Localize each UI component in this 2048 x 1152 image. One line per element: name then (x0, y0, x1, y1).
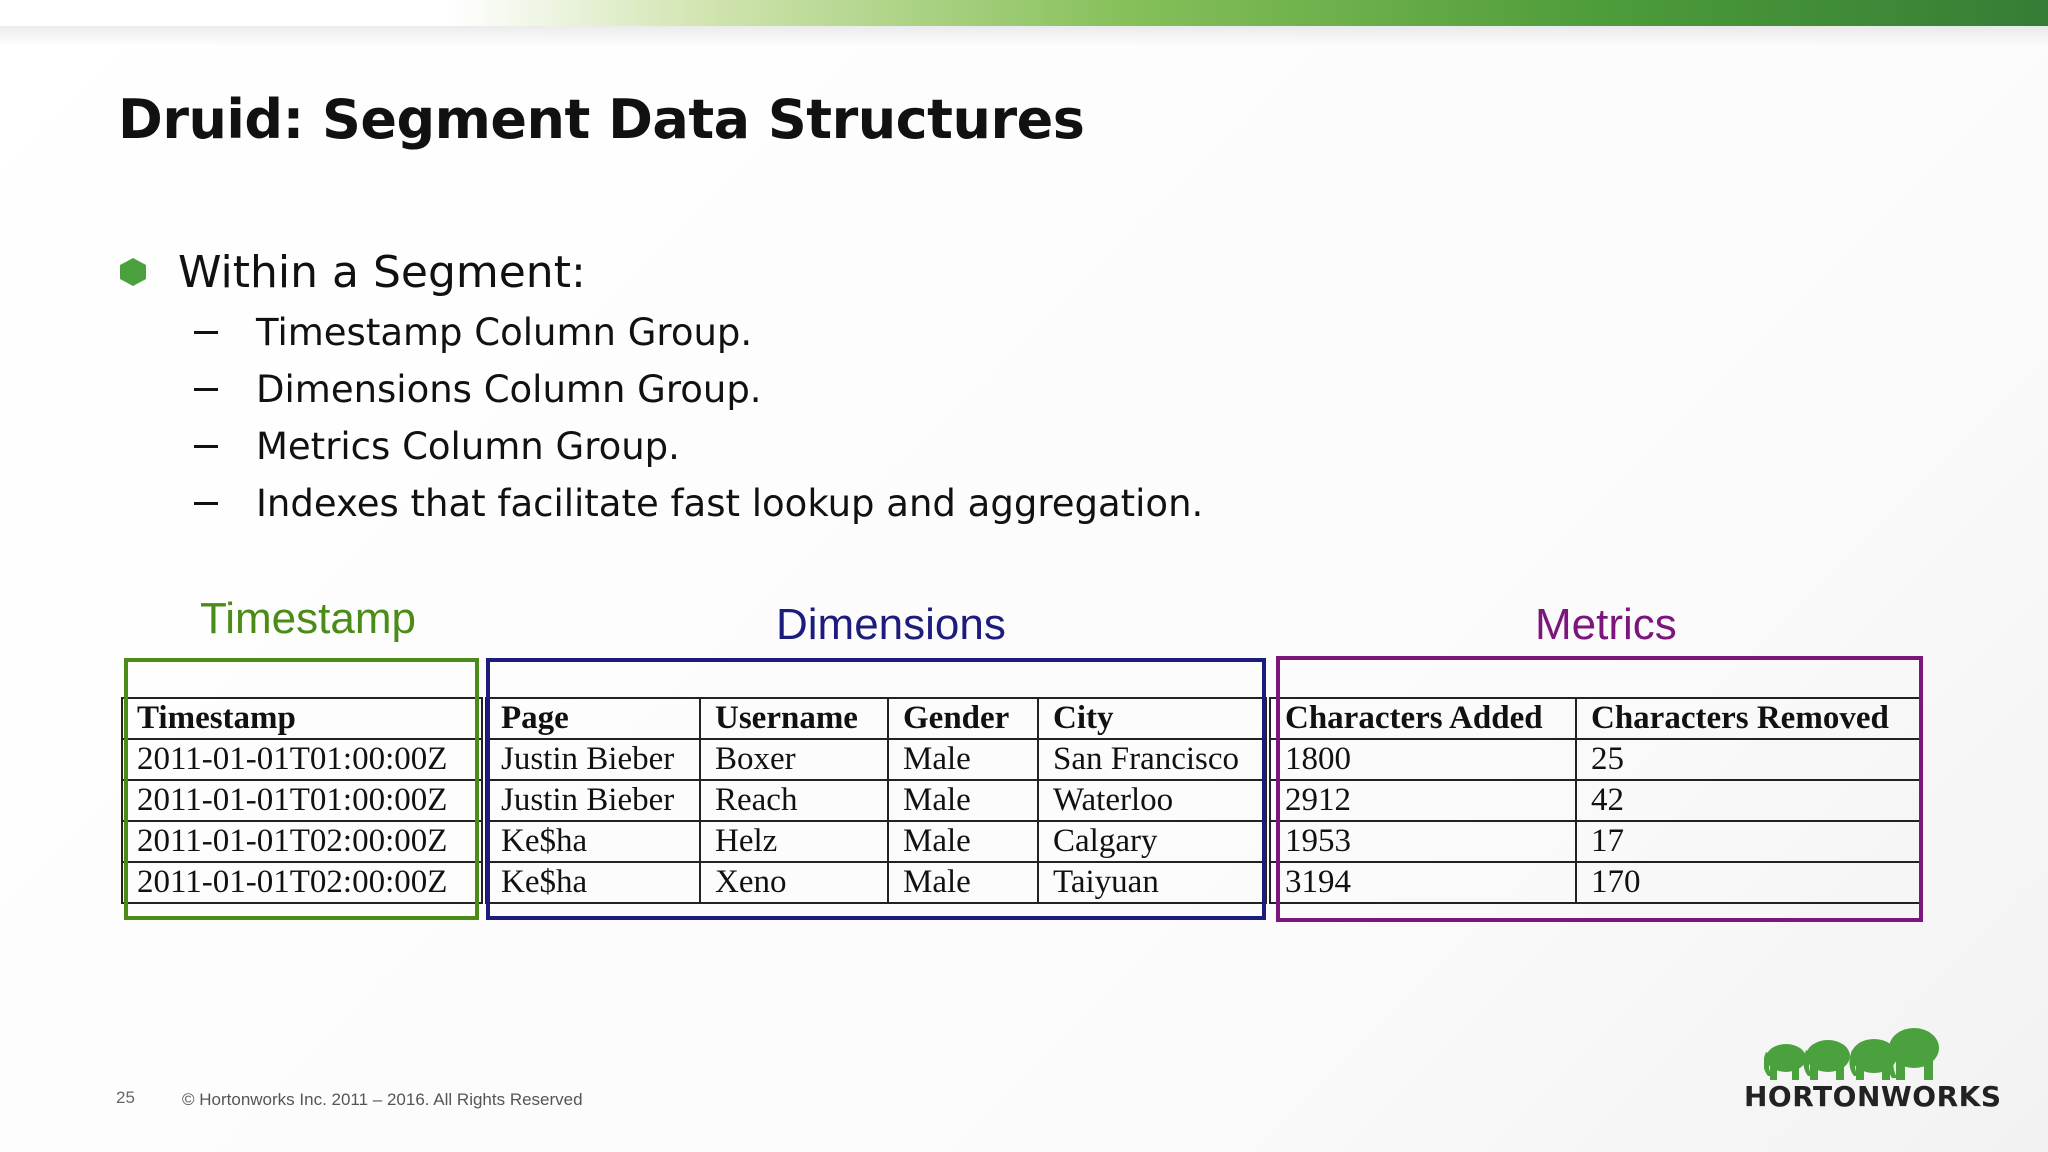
characters-added-cell: 1800 (1268, 739, 1576, 780)
characters-removed-cell: 25 (1576, 739, 1920, 780)
characters-removed-cell: 17 (1576, 821, 1920, 862)
page-number: 25 (116, 1088, 135, 1107)
column-header-characters-removed: Characters Removed (1576, 698, 1920, 739)
main-bullet-text: Within a Segment: (178, 246, 586, 298)
sub-bullet-text: Timestamp Column Group. (256, 311, 753, 354)
sub-bullet-text: Dimensions Column Group. (256, 368, 762, 411)
hortonworks-logo (1744, 1024, 2002, 1114)
column-header-city: City (1038, 698, 1268, 739)
sub-bullet (194, 304, 1203, 361)
slide-title: Druid: Segment Data Structures (118, 88, 1085, 151)
copyright-text: © Hortonworks Inc. 2011 – 2016. All Rights Reserved (182, 1090, 583, 1109)
top-bar-shadow (0, 26, 2048, 46)
dimensions-group-label: Dimensions (776, 600, 1006, 649)
characters-added-cell: 1953 (1268, 821, 1576, 862)
sub-bullet-text: Metrics Column Group. (256, 425, 680, 468)
sub-bullet-list (194, 304, 1203, 532)
timestamp-cell: 2011-01-01T01:00:00Z (122, 739, 484, 780)
column-header-username: Username (700, 698, 888, 739)
gender-cell: Male (888, 780, 1038, 821)
city-cell: Taiyuan (1038, 862, 1268, 903)
gender-cell: Male (888, 862, 1038, 903)
username-cell: Boxer (700, 739, 888, 780)
sub-bullet (194, 475, 1203, 532)
characters-added-cell: 3194 (1268, 862, 1576, 903)
dash-icon (194, 388, 242, 391)
timestamp-group-box (124, 658, 479, 920)
gender-cell: Male (888, 821, 1038, 862)
characters-added-cell: 2912 (1268, 780, 1576, 821)
dash-icon (194, 331, 242, 334)
column-header-timestamp: Timestamp (122, 698, 484, 739)
dash-icon (194, 502, 242, 505)
city-cell: Calgary (1038, 821, 1268, 862)
timestamp-cell: 2011-01-01T01:00:00Z (122, 780, 484, 821)
gender-cell: Male (888, 739, 1038, 780)
metrics-group-box (1276, 656, 1923, 922)
page-cell: Justin Bieber (484, 739, 700, 780)
timestamp-group-label: Timestamp (200, 594, 416, 643)
timestamp-cell: 2011-01-01T02:00:00Z (122, 821, 484, 862)
elephants-logo-icon (1764, 1024, 1944, 1084)
page-cell: Ke$ha (484, 821, 700, 862)
sub-bullet (194, 418, 1203, 475)
city-cell: San Francisco (1038, 739, 1268, 780)
logo-text: HORTONWORKS (1744, 1080, 2002, 1113)
username-cell: Xeno (700, 862, 888, 903)
page-cell: Ke$ha (484, 862, 700, 903)
characters-removed-cell: 170 (1576, 862, 1920, 903)
top-accent-bar (0, 0, 2048, 26)
username-cell: Helz (700, 821, 888, 862)
column-header-gender: Gender (888, 698, 1038, 739)
main-bullet (120, 244, 586, 300)
username-cell: Reach (700, 780, 888, 821)
page-cell: Justin Bieber (484, 780, 700, 821)
column-header-page: Page (484, 698, 700, 739)
metrics-group-label: Metrics (1535, 600, 1677, 649)
column-header-characters-added: Characters Added (1268, 698, 1576, 739)
city-cell: Waterloo (1038, 780, 1268, 821)
dimensions-group-box (486, 658, 1266, 920)
timestamp-cell: 2011-01-01T02:00:00Z (122, 862, 484, 903)
sub-bullet (194, 361, 1203, 418)
dash-icon (194, 445, 242, 448)
sub-bullet-text: Indexes that facilitate fast lookup and aggregation. (256, 482, 1204, 525)
characters-removed-cell: 42 (1576, 780, 1920, 821)
hexagon-bullet-icon (120, 258, 146, 286)
